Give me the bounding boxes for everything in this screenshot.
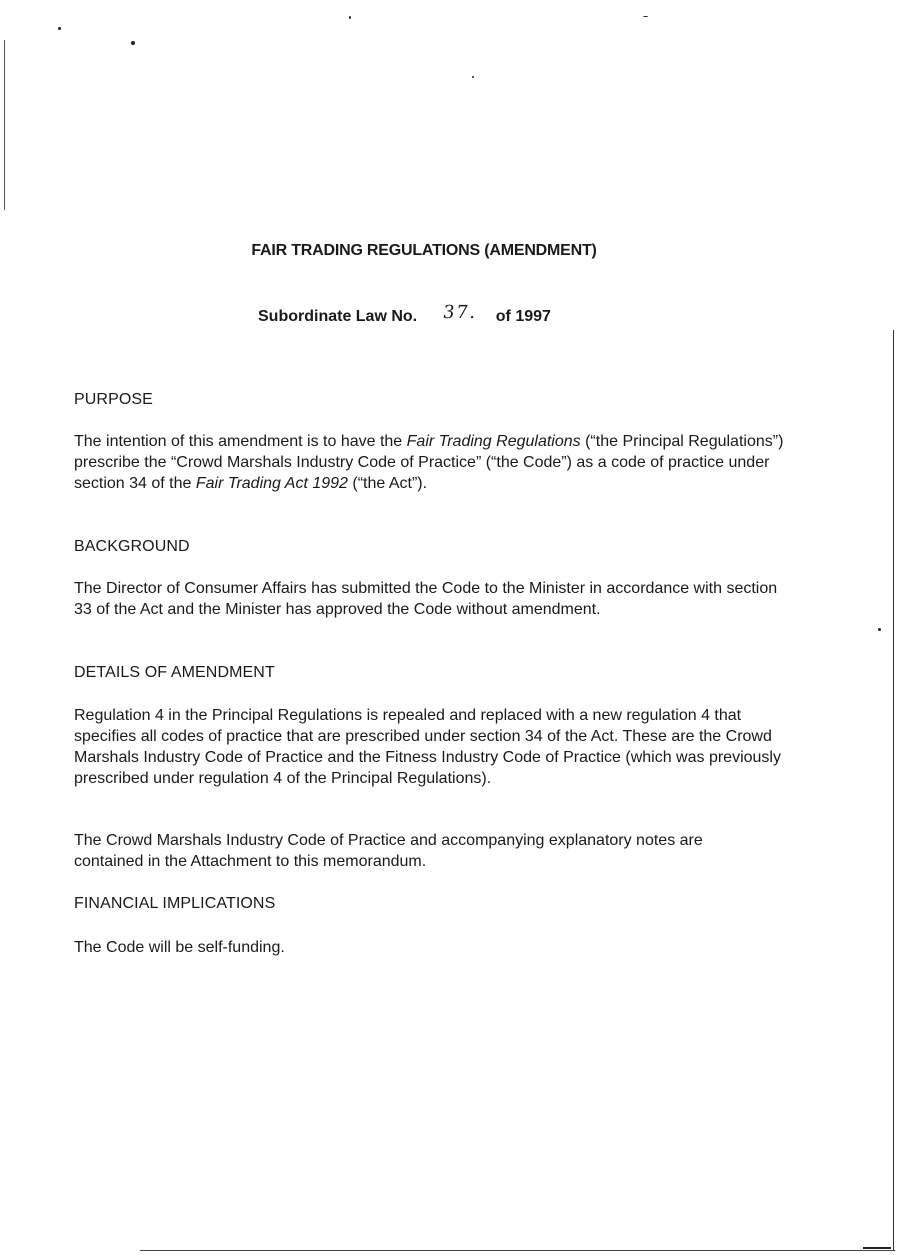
purpose-paragraph (74, 431, 784, 494)
purpose-text-3: (“the Act”). (347, 475, 428, 492)
scan-edge-left (4, 40, 5, 210)
purpose-italic-act: Fair Trading Act 1992 (195, 475, 348, 492)
scan-speck (58, 27, 61, 30)
purpose-heading: PURPOSE (74, 391, 153, 408)
subordinate-number-handwritten: 37. (441, 302, 480, 323)
purpose-italic-regulations: Fair Trading Regulations (406, 433, 581, 450)
scan-speck (863, 1247, 891, 1249)
document-title: FAIR TRADING REGULATIONS (AMENDMENT) (251, 242, 597, 259)
scan-edge-right (893, 330, 894, 1250)
details-paragraph-2: The Crowd Marshals Industry Code of Practice and accompanying explanatory notes are contained in the Attachment to this memorandum. (74, 832, 703, 870)
subordinate-prefix: Subordinate Law No. (258, 308, 418, 325)
financial-paragraph: The Code will be self-funding. (74, 939, 285, 956)
scan-speck (349, 16, 351, 19)
purpose-text-1: The intention of this amendment is to have the (74, 433, 407, 450)
subordinate-suffix: of 1997 (495, 308, 551, 325)
scan-speck (131, 41, 135, 45)
scan-speck (472, 76, 474, 78)
details-paragraph-1: Regulation 4 in the Principal Regulations is repealed and replaced with a new regulation 4 that specifies all codes of practice that are prescribed under section 34 of the Act. These are the Crowd Marshals Industry Code of Practice and the Fitness Industry Code of Practice (which was previously prescribed under regulation 4 of the Principal Regulations). (74, 707, 781, 787)
subordinate-law-line (258, 302, 551, 326)
scan-edge-bottom (140, 1250, 895, 1251)
background-heading: BACKGROUND (74, 538, 190, 555)
background-paragraph: The Director of Consumer Affairs has submitted the Code to the Minister in accordance with section 33 of the Act and the Minister has approved the Code without amendment. (74, 580, 778, 618)
scan-speck (878, 628, 881, 631)
purpose-text-2: (“the Principal Regulations”) prescribe the “Crowd Marshals Industry Code of Practice” (“the Code”) as a code of practice under section 34 of the (74, 433, 784, 492)
financial-heading: FINANCIAL IMPLICATIONS (74, 895, 276, 912)
details-heading: DETAILS OF AMENDMENT (74, 664, 275, 681)
scan-speck (643, 16, 648, 17)
